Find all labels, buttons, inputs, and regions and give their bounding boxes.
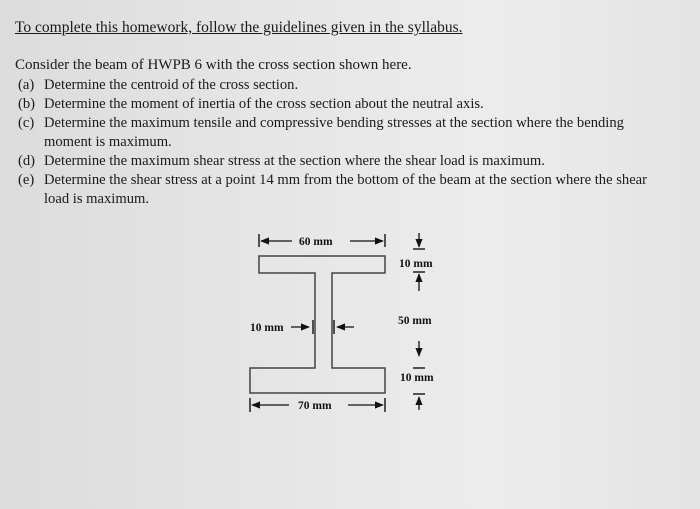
problem-intro: Consider the beam of HWPB 6 with the cross section shown here. [15,57,412,73]
bottom-flange-thickness-label: 10 mm [400,372,434,384]
bottom-width-dimension [250,398,385,412]
top-flange-thickness-label: 10 mm [399,258,433,270]
top-width-dimension [259,234,385,248]
question-label: (c) [18,115,35,131]
question-label: (a) [18,77,35,93]
web-thickness-dimension [250,320,354,334]
web-height-label: 50 mm [398,315,432,327]
syllabus-instruction: To complete this homework, follow the guidelines given in the syllabus. [15,19,463,36]
question-text: Determine the centroid of the cross section. [44,77,299,93]
question-label: (e) [18,172,35,188]
question-label: (d) [18,153,36,169]
bottom-width-label: 70 mm [298,400,332,412]
top-flange-thickness-dimension [399,233,433,291]
question-text: Determine the shear stress at a point 14 mm from the bottom of the beam at the section where the shear load is maximum. [44,172,648,207]
bottom-flange-thickness-dimension [400,341,434,410]
question-text: Determine the maximum shear stress at the section where the shear load is maximum. [44,153,545,169]
top-width-label: 60 mm [299,236,333,248]
question-text: Determine the maximum tensile and compressive bending stresses at the section where the bending moment is maximum. [44,115,624,150]
web-thickness-label: 10 mm [250,322,284,334]
question-label: (b) [18,96,36,112]
question-text: Determine the moment of inertia of the cross section about the neutral axis. [44,96,484,112]
